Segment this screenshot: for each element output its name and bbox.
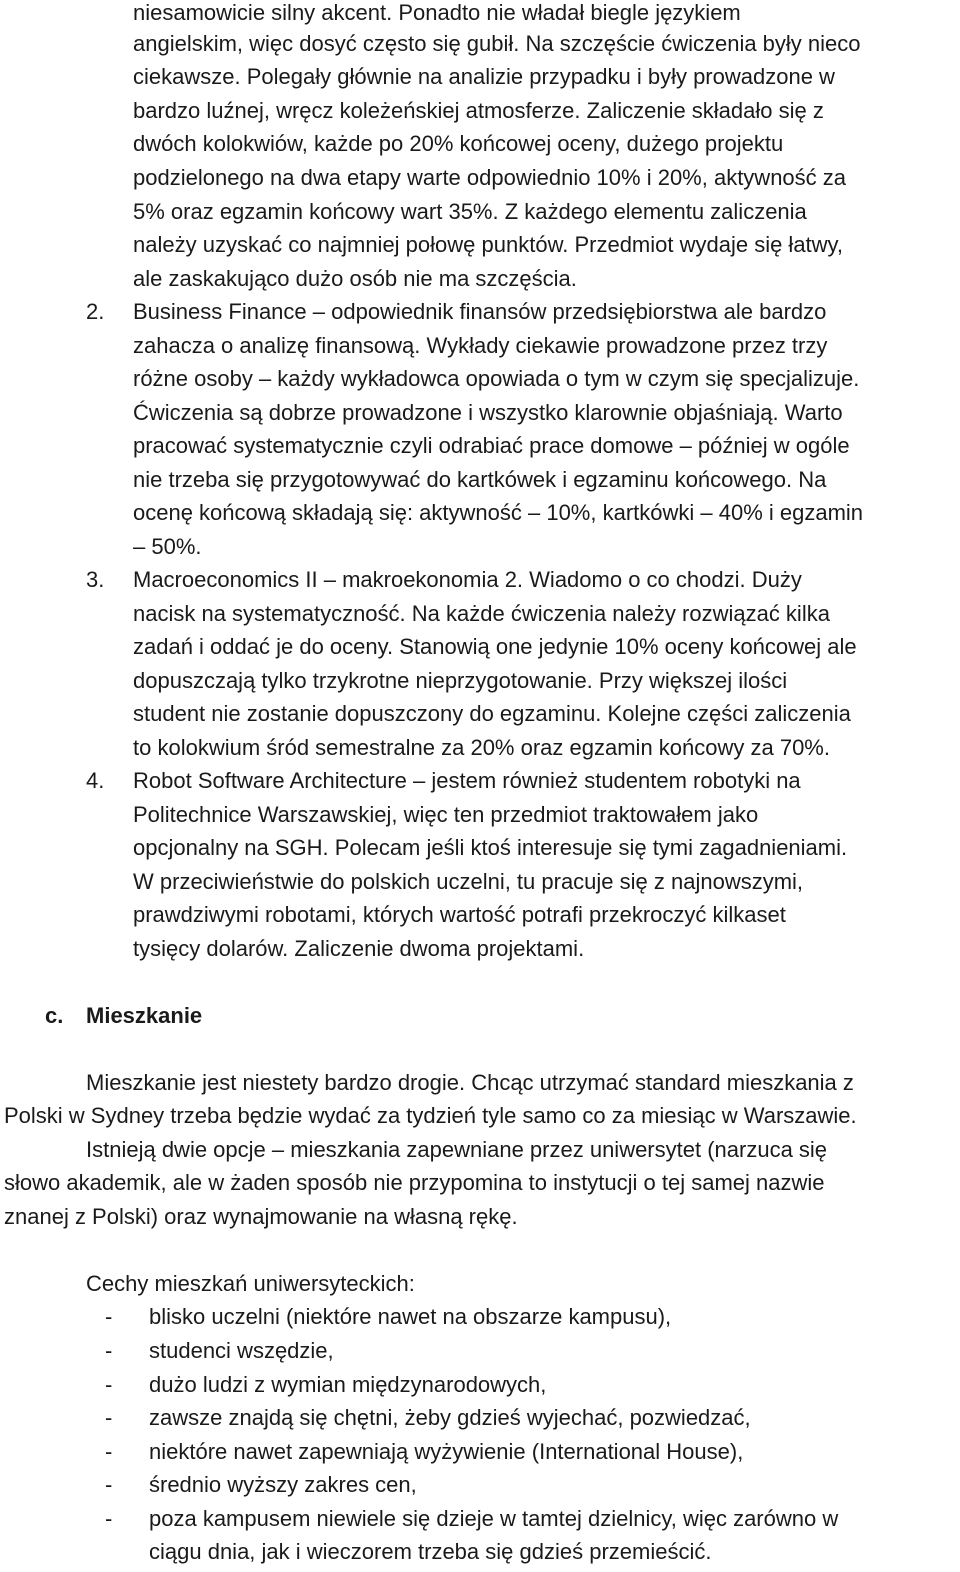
text-line: 5% oraz egzamin końcowy wart 35%. Z każdego elementu zaliczenia xyxy=(133,199,807,224)
bullet: - xyxy=(105,1439,113,1464)
bullet: - xyxy=(105,1304,113,1329)
text-line: Business Finance – odpowiednik finansów przedsiębiorstwa ale bardzo xyxy=(133,299,827,324)
text-line: dopuszczają tylko trzykrotne nieprzygotowanie. Przy większej ilości xyxy=(133,668,788,693)
features-intro: Cechy mieszkań uniwersyteckich: xyxy=(86,1271,415,1296)
text-line: zadań i oddać je do oceny. Stanowią one jedynie 10% oceny końcowej ale xyxy=(133,634,857,659)
list-item-number: 3. xyxy=(86,567,105,592)
text-line: Robot Software Architecture – jestem również studentem robotyki na xyxy=(133,768,801,793)
list-item-number: 2. xyxy=(86,299,105,324)
text-line: dwóch kolokwiów, każde po 20% końcowej oceny, dużego projektu xyxy=(133,131,784,156)
text-line: prawdziwymi robotami, których wartość potrafi przekroczyć kilkaset xyxy=(133,902,786,927)
text-line: Macroeconomics II – makroekonomia 2. Wiadomo o co chodzi. Duży xyxy=(133,567,802,592)
text-line: student nie zostanie dopuszczony do egzaminu. Kolejne części zaliczenia xyxy=(133,701,851,726)
list-item: dużo ludzi z wymian międzynarodowych, xyxy=(149,1372,547,1397)
text-line: angielskim, więc dosyć często się gubił. Na szczęście ćwiczenia były nieco xyxy=(133,31,861,56)
text-line: ocenę końcową składają się: aktywność – 10%, kartkówki – 40% i egzamin xyxy=(133,500,864,525)
text-line: Polski w Sydney trzeba będzie wydać za tydzień tyle samo co za miesiąc w Warszawie. xyxy=(4,1103,857,1128)
text-line: Mieszkanie jest niestety bardzo drogie. Chcąc utrzymać standard mieszkania z xyxy=(86,1070,854,1095)
text-line: bardzo luźnej, wręcz koleżeńskiej atmosferze. Zaliczenie składało się z xyxy=(133,98,824,123)
section-title: Mieszkanie xyxy=(86,1003,203,1028)
list-item: blisko uczelni (niektóre nawet na obszarze kampusu), xyxy=(149,1304,672,1329)
text-line: – 50%. xyxy=(133,534,202,559)
bullet: - xyxy=(105,1372,113,1397)
text-line: Politechnice Warszawskiej, więc ten przedmiot traktowałem jako xyxy=(133,802,759,827)
list-item: średnio wyższy zakres cen, xyxy=(149,1472,417,1497)
text-line: nie trzeba się przygotowywać do kartkówek i egzaminu końcowego. Na xyxy=(133,467,827,492)
list-item-continuation: ciągu dnia, jak i wieczorem trzeba się gdzieś przemieścić. xyxy=(149,1539,712,1564)
text-line: to kolokwium śród semestralne za 20% oraz egzamin końcowy za 70%. xyxy=(133,735,830,760)
bullet: - xyxy=(105,1506,113,1531)
list-item: studenci wszędzie, xyxy=(149,1338,334,1363)
text-line: niesamowicie silny akcent. Ponadto nie władał biegle językiem xyxy=(133,0,741,25)
text-line: ale zaskakująco dużo osób nie ma szczęścia. xyxy=(133,266,577,291)
bullet: - xyxy=(105,1338,113,1363)
list-item: zawsze znajdą się chętni, żeby gdzieś wyjechać, pozwiedzać, xyxy=(149,1405,751,1430)
text-line: tysięcy dolarów. Zaliczenie dwoma projektami. xyxy=(133,936,585,961)
text-line: ciekawsze. Polegały głównie na analizie przypadku i były prowadzone w xyxy=(133,64,835,89)
text-line: zahacza o analizę finansową. Wykłady ciekawie prowadzone przez trzy xyxy=(133,333,828,358)
text-line: nacisk na systematyczność. Na każde ćwiczenia należy rozwiązać kilka xyxy=(133,601,830,626)
text-line: różne osoby – każdy wykładowca opowiada o tym w czym się specjalizuje. xyxy=(133,366,860,391)
text-line: należy uzyskać co najmniej połowę punktów. Przedmiot wydaje się łatwy, xyxy=(133,232,844,257)
text-line: Istnieją dwie opcje – mieszkania zapewniane przez uniwersytet (narzuca się xyxy=(86,1137,828,1162)
bullet: - xyxy=(105,1472,113,1497)
list-item: poza kampusem niewiele się dzieje w tamtej dzielnicy, więc zarówno w xyxy=(149,1506,839,1531)
text-line: podzielonego na dwa etapy warte odpowiednio 10% i 20%, aktywność za xyxy=(133,165,847,190)
text-line: słowo akademik, ale w żaden sposób nie przypomina to instytucji o tej samej nazwie xyxy=(4,1170,825,1195)
bullet: - xyxy=(105,1405,113,1430)
text-line: Ćwiczenia są dobrze prowadzone i wszystko klarownie objaśniają. Warto xyxy=(133,400,843,425)
list-item: niektóre nawet zapewniają wyżywienie (International House), xyxy=(149,1439,744,1464)
text-line: opcjonalny na SGH. Polecam jeśli ktoś interesuje się tymi zagadnieniami. xyxy=(133,835,848,860)
list-item-number: 4. xyxy=(86,768,105,793)
text-line: znanej z Polski) oraz wynajmowanie na własną rękę. xyxy=(4,1204,518,1229)
text-line: pracować systematycznie czyli odrabiać prace domowe – później w ogóle xyxy=(133,433,850,458)
section-letter: c. xyxy=(45,1003,64,1028)
text-line: W przeciwieństwie do polskich uczelni, tu pracuje się z najnowszymi, xyxy=(133,869,804,894)
